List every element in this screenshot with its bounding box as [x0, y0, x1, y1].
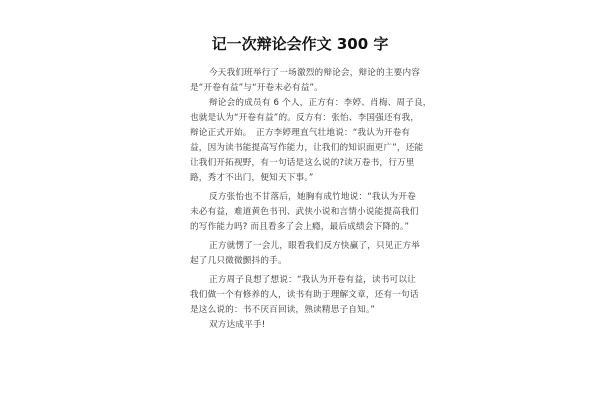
text-line: 是“开卷有益”与“开卷未必有益”。 — [190, 83, 323, 93]
text-line: 反方张怡也不甘落后，她胸有成竹地说：“我认为开卷 — [209, 192, 416, 202]
text-line: 今天我们班举行了一场激烈的辩论会，辩论的主要内容 — [209, 68, 421, 78]
document-title: 记一次辩论会作文 300 字 — [211, 35, 389, 53]
text-line: 辩论正式开始。 正方李婷理直气壮地说：“我认为开卷有 — [190, 128, 411, 138]
document-body — [190, 66, 432, 333]
text-line: 正方就愣了一会儿，眼看我们反方快赢了，只见正方举 — [209, 241, 421, 251]
text-line: 让我们开拓视野，有一句话是这么说的?读万卷书，行万里 — [190, 158, 415, 168]
paragraph-3 — [190, 190, 419, 235]
text-line: 双方达成平手! — [209, 320, 266, 330]
paragraph-5 — [190, 273, 419, 318]
text-line: 也就是认为“开卷有益”的。反方有：张怡、李国强还有我， — [190, 113, 420, 123]
paragraph-4 — [190, 239, 421, 269]
text-line: 起了几只微微颤抖的手。 — [190, 256, 287, 266]
text-line: 我们做一个有修养的人，读书有助于理解文章，还有一句话 — [190, 290, 419, 300]
text-line: 益，因为读书能提高写作能力，让我们的知识面更广”，还能 — [190, 143, 424, 153]
text-line: 是这么说的：书不厌百回读，熟读精思子自知。” — [190, 305, 376, 315]
text-line: 正方周子良想了想说：“我认为开卷有益，读书可以让 — [209, 275, 416, 285]
paragraph-2 — [190, 96, 432, 186]
paragraph-1 — [190, 66, 421, 96]
text-line: 路，秀才不出门，便知天下事。” — [190, 173, 314, 183]
text-line: 的写作能力吗? 而且看多了会上瘾，最后成绩会下降的。” — [190, 222, 410, 232]
paragraph-6 — [190, 318, 415, 333]
text-line: 辩论会的成员有 6 个人，正方有：李婷、肖梅、周子良， — [209, 98, 432, 108]
text-line: 未必有益，难道黄色书刊、武侠小说和言情小说能提高我们 — [190, 207, 419, 217]
